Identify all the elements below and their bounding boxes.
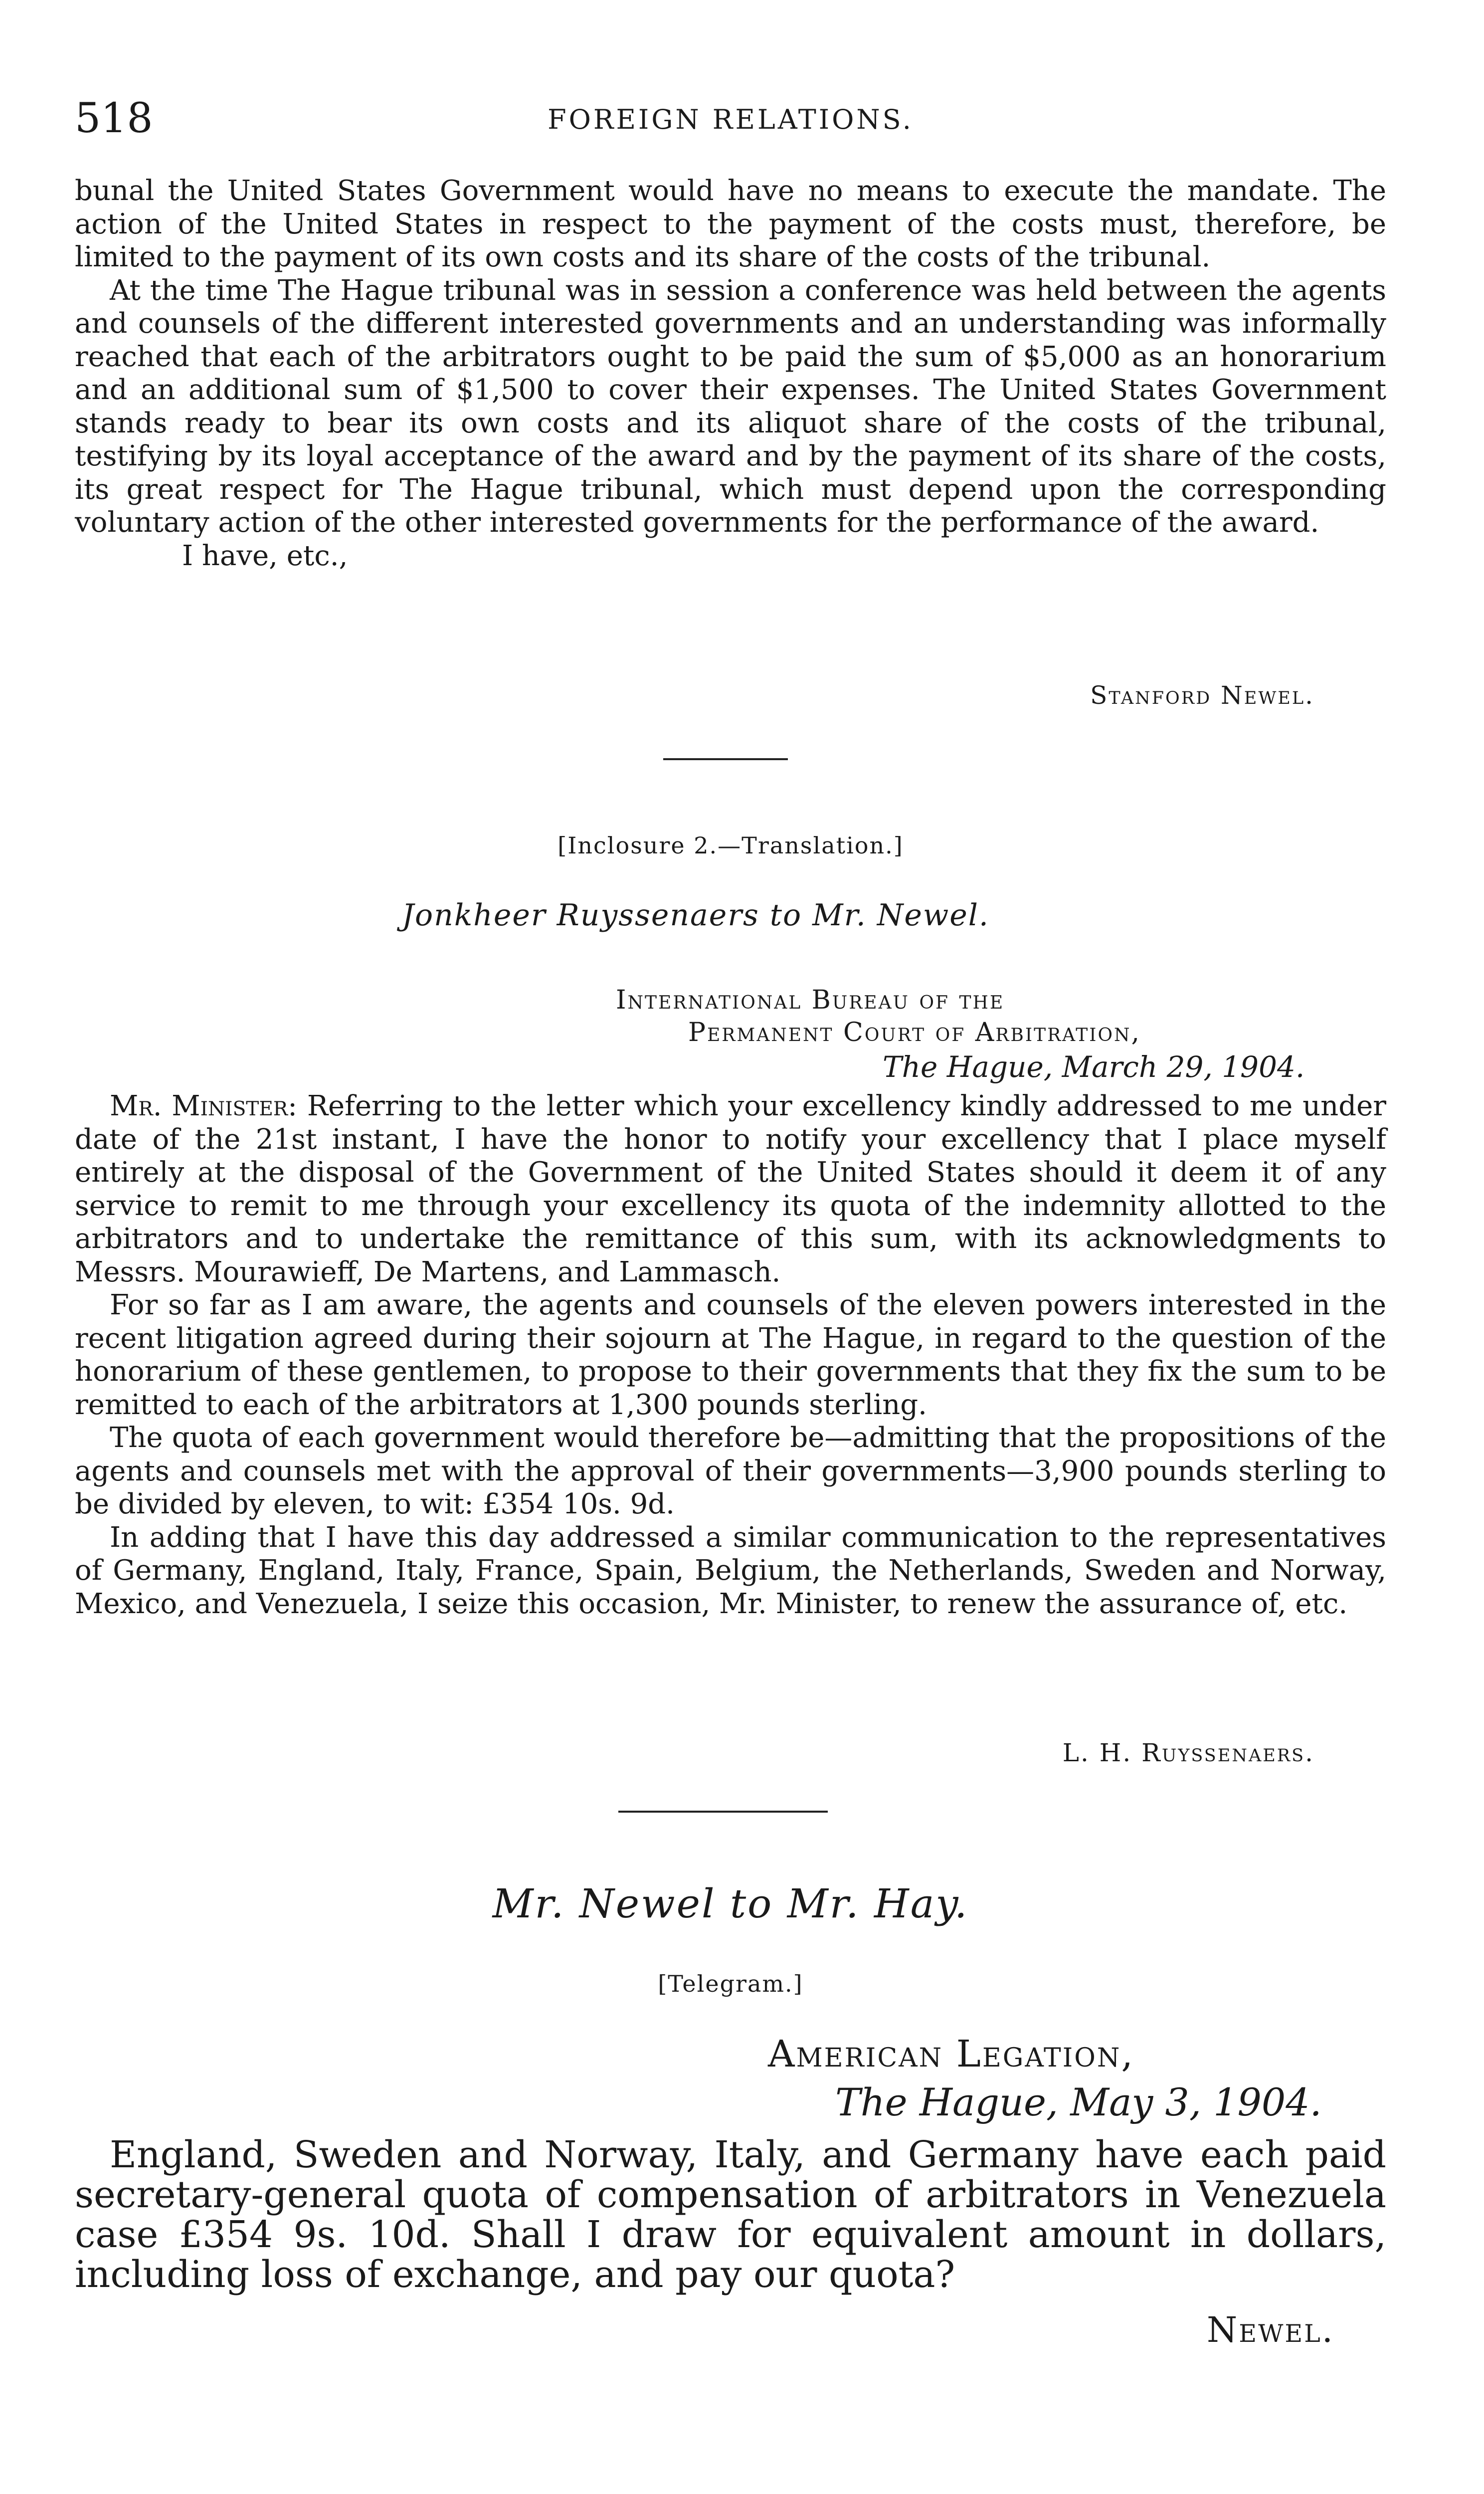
paragraph: In adding that I have this day addressed a similar communication to the representatives of Germany, England, Italy, France, Spain, Belgium, the Netherlands, Sweden and Norway, Mexico, and Venezuela, I seize this occasion, Mr. Minister, to renew the assurance of, etc.: [75, 1521, 1386, 1620]
enclosure-heading: Jonkheer Ruyssenaers to Mr. Newel.: [402, 898, 989, 933]
enclosure-body: [75, 1090, 1386, 1621]
page-number: 518: [75, 95, 153, 142]
signature: Stanford Newel.: [1090, 681, 1314, 710]
running-head: FOREIGN RELATIONS.: [548, 104, 914, 135]
telegram-note: [Telegram.]: [658, 1970, 803, 1997]
telegram-heading: Mr. Newel to Mr. Hay.: [492, 1880, 969, 1927]
closing-line: I have, etc.,: [182, 539, 348, 572]
enclosure-note: [Inclosure 2.—Translation.]: [557, 832, 904, 859]
place-date: The Hague, May 3, 1904.: [835, 2080, 1322, 2124]
paragraph: For so far as I am aware, the agents and counsels of the eleven powers interested in the recent litigation agreed during their sojourn at The Hague, in regard to the question of the honorarium of these gentlemen, to propose to their governments that they fix the sum to be remitted to each of the arbitrators at 1,300 pounds sterling.: [75, 1289, 1386, 1421]
paragraph: bunal the United States Government would have no means to execute the mandate. The action of the United States in respect to the payment of the costs must, therefore, be limited to the payment of its own costs and its share of the costs of the tribunal.: [75, 175, 1386, 273]
paragraph: England, Sweden and Norway, Italy, and Germany have each paid secretary-general quota of compensation of arbitrators in Venezuela case £354 9s. 10d. Shall I draw for equivalent amount in dollars, including loss of exchange, and pay our quota?: [75, 2133, 1386, 2296]
telegram-body: [75, 2135, 1386, 2294]
section-divider: [663, 758, 788, 760]
place-date: The Hague, March 29, 1904.: [883, 1050, 1305, 1084]
signature: L. H. Ruyssenaers.: [1062, 1738, 1314, 1767]
address-line: International Bureau of the: [616, 985, 1005, 1015]
signature: Newel.: [1207, 2309, 1334, 2350]
address-line: American Legation,: [768, 2033, 1134, 2076]
address-line: Permanent Court of Arbitration,: [688, 1018, 1141, 1047]
paragraph: [75, 1090, 1386, 1289]
section-divider: [618, 1811, 828, 1813]
page-header: [75, 95, 1386, 140]
salutation: Mr. Minister:: [110, 1090, 298, 1122]
paragraph: At the time The Hague tribunal was in session a conference was held between the agents and counsels of the different interested governments and an understanding was informally reached that each of the arbitrators ought to be paid the sum of $5,000 as an honorarium and an additional sum of $1,500 to cover their expenses. The United States Government stands ready to bear its own costs and its aliquot share of the costs of the tribunal, testifying by its loyal acceptance of the award and by the payment of its share of the costs, its great respect for The Hague tribunal, which must depend upon the corresponding voluntary action of the other interested governments for the performance of the award.: [75, 274, 1386, 539]
paragraph: The quota of each government would therefore be—admitting that the propositions of the agents and counsels met with the approval of their governments—3,900 pounds sterling to be divided by eleven, to wit: £354 10s. 9d.: [75, 1422, 1386, 1520]
paragraph-text: Referring to the letter which your excellency kindly addressed to me under date of the 21st instant, I have the honor to notify your excellency that I place myself entirely at the disposal of the Government of the United States should it deem it of any service to remit to me through your excellency its quota of the indemnity allotted to the arbitrators and to undertake the remittance of this sum, with its acknowledgments to Messrs. Mourawieff, De Martens, and Lammasch.: [75, 1090, 1386, 1288]
letter-body: [75, 175, 1386, 573]
